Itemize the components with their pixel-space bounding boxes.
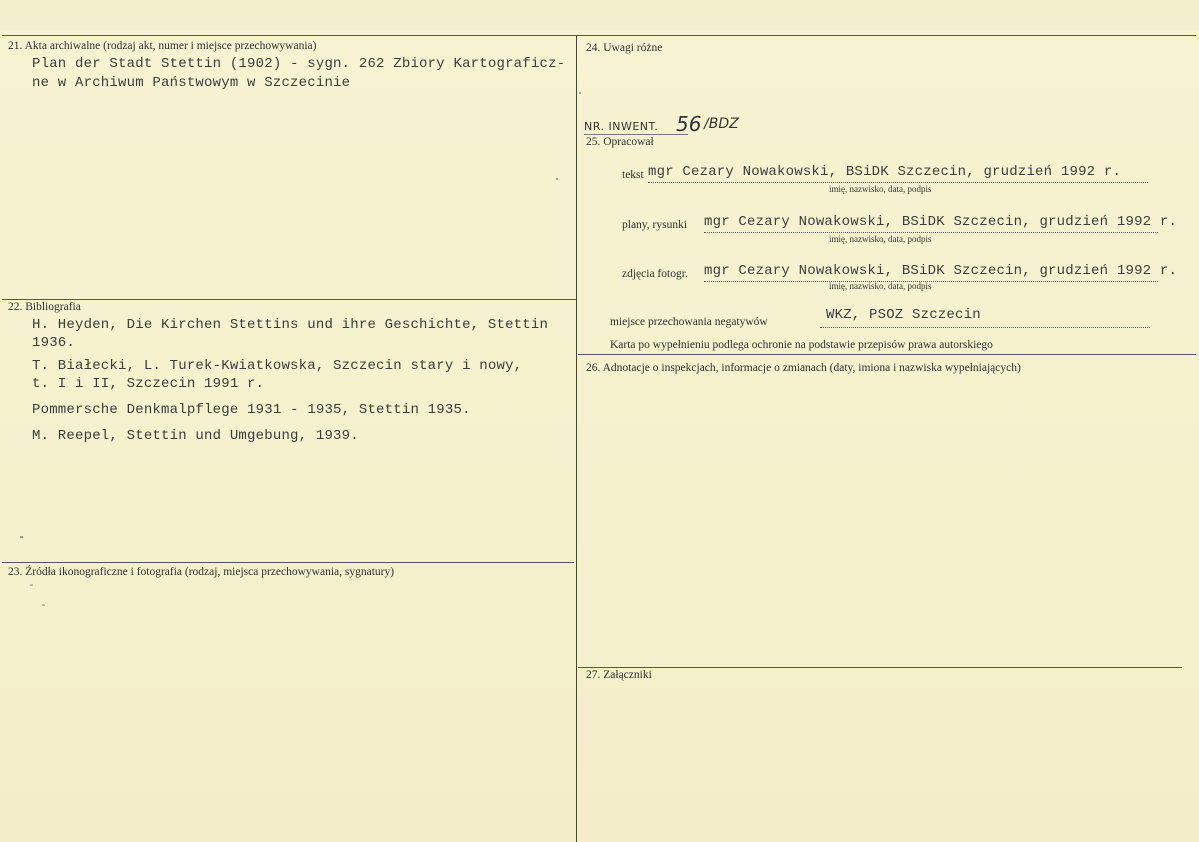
bibliography-mark: - (18, 530, 26, 544)
inventory-suffix: /BDZ (704, 116, 739, 132)
copyright-note: Karta po wypełnieniu podlega ochronie na podstawie przepisów prawa autorskiego (610, 339, 993, 351)
iconography-mark: - (40, 600, 47, 612)
negatives-underline (820, 327, 1150, 328)
tekst-label: tekst (622, 169, 644, 181)
plany-value: mgr Cezary Nowakowski, BSiDK Szczecin, grudzień 1992 r. (704, 214, 1178, 230)
bibliography-entry: H. Heyden, Die Kirchen Stettins und ihre Geschichte, Stettin (32, 317, 549, 333)
archive-record-line-1: Plan der Stadt Stettin (1902) - sygn. 262 Zbiory Kartograficz- (32, 56, 566, 72)
center-divider (576, 35, 577, 842)
zdjecia-caption: imię, nazwisko, data, podpis (829, 281, 932, 291)
section-27-label: 27. Załączniki (586, 669, 652, 681)
bibliography-entry: 1936. (32, 335, 76, 351)
section-23-label: 23. Źródła ikonograficzne i fotografia (rodzaj, miejsca przechowywania, sygnatury) (8, 566, 395, 578)
plany-caption: imię, nazwisko, data, podpis (829, 234, 932, 244)
top-rule (2, 35, 1196, 36)
rule-26-27 (578, 667, 1182, 668)
section-24-label: 24. Uwagi różne (586, 42, 663, 54)
plany-underline (704, 232, 1158, 233)
speck (579, 92, 581, 94)
bibliography-entry: M. Reepel, Stettin und Umgebung, 1939. (32, 428, 359, 444)
rule-22-23 (2, 562, 574, 563)
tekst-caption: imię, nazwisko, data, podpis (829, 184, 932, 194)
negatives-label: miejsce przechowania negatywów (610, 316, 768, 328)
inventory-value: 56 (676, 112, 702, 136)
negatives-value: WKZ, PSOZ Szczecin (826, 307, 981, 323)
bibliography-entry: T. Białecki, L. Turek-Kwiatkowska, Szczecin stary i nowy, (32, 358, 523, 374)
bibliography-entry: t. I i II, Szczecin 1991 r. (32, 376, 265, 392)
section-22-label: 22. Bibliografia (8, 301, 81, 313)
inventory-prefix: NR. INWENT. (584, 120, 659, 133)
bibliography-entry: Pommersche Denkmalpflege 1931 - 1935, Stettin 1935. (32, 402, 471, 418)
plany-label: plany, rysunki (622, 219, 688, 231)
archive-record-line-2: ne w Archiwum Państwowym w Szczecinie (32, 75, 351, 91)
zdjecia-value: mgr Cezary Nowakowski, BSiDK Szczecin, grudzień 1992 r. (704, 263, 1178, 279)
section-26-label: 26. Adnotacje o inspekcjach, informacje o zmianach (daty, imiona i nazwiska wypełniających) (586, 362, 1021, 374)
rule-21-22 (2, 299, 576, 300)
section-21-label: 21. Akta archiwalne (rodzaj akt, numer i miejsce przechowywania) (8, 40, 317, 52)
speck (556, 178, 558, 180)
tekst-underline (648, 182, 1148, 183)
rule-25-26 (578, 354, 1196, 355)
inventory-underline (584, 134, 688, 135)
card-top-edge (0, 0, 1199, 30)
inventory-number (584, 112, 764, 138)
iconography-mark: - (28, 580, 35, 592)
section-25-label: 25. Opracował (586, 136, 654, 148)
zdjecia-label: zdjęcia fotogr. (622, 268, 688, 280)
tekst-value: mgr Cezary Nowakowski, BSiDK Szczecin, grudzień 1992 r. (648, 164, 1122, 180)
